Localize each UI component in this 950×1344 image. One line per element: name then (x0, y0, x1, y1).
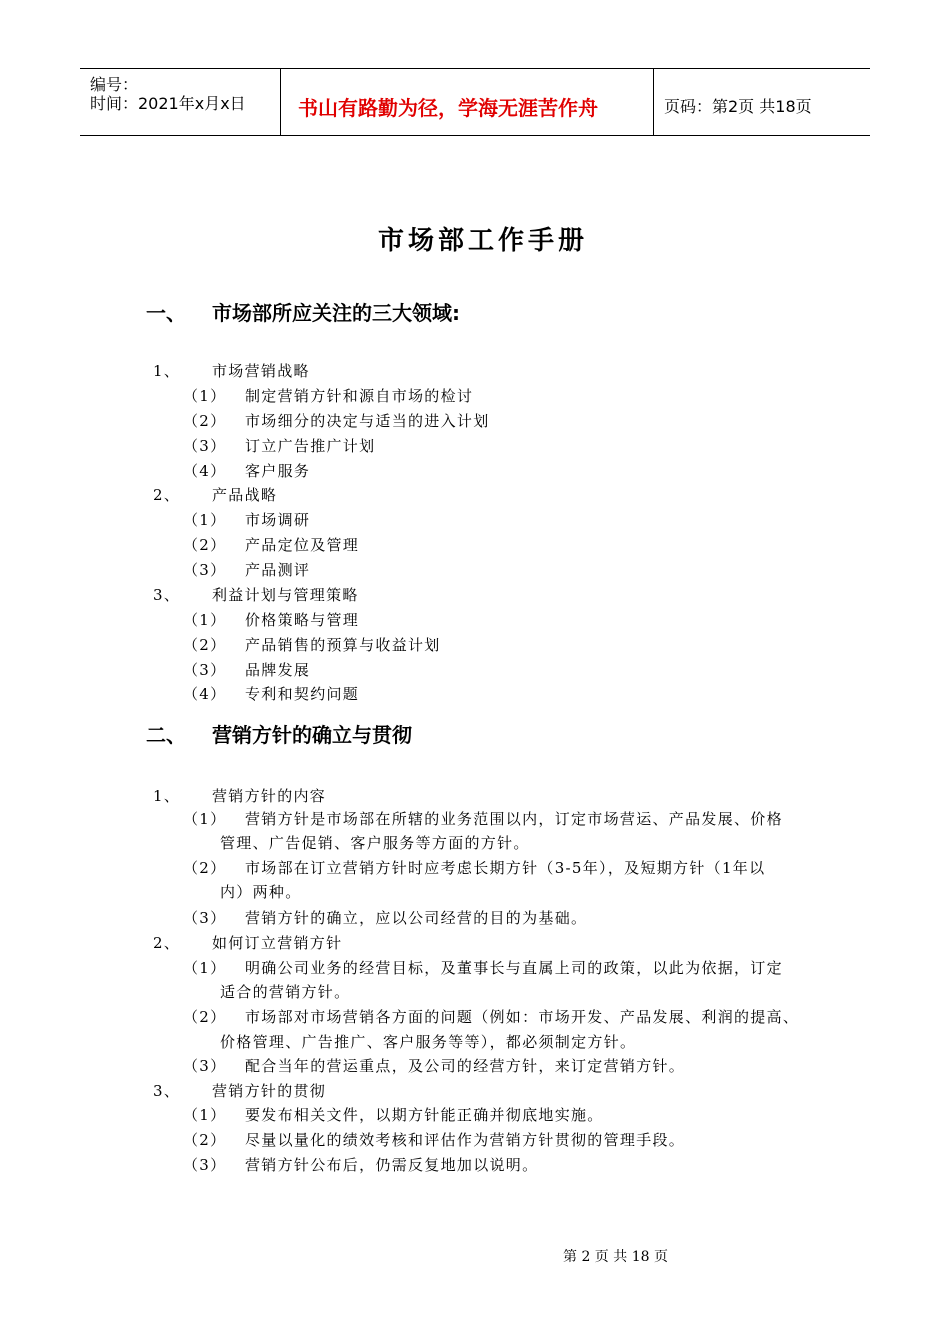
list-item-text: 如何订立营销方针 (212, 934, 343, 952)
list-item-text: 利益计划与管理策略 (212, 586, 359, 604)
list-item-number: （1） (183, 611, 227, 629)
list-item-number: 2、 (153, 934, 181, 952)
list-item-number: （1） (183, 810, 227, 828)
list-item-text: 市场部对市场营销各方面的问题（例如：市场开发、产品发展、利润的提高、 (245, 1008, 800, 1026)
list-item-text: 产品定位及管理 (245, 536, 360, 554)
list-item-number: （4） (183, 462, 227, 480)
list-item-continuation: 适合的营销方针。 (220, 983, 351, 1001)
list-item-number: （3） (183, 1156, 227, 1174)
document-title: 市场部工作手册 (378, 226, 589, 256)
document-number-label: 编号： (90, 75, 139, 94)
list-item-number: 1、 (153, 362, 181, 380)
list-item-text: 市场部在订立营销方针时应考虑长期方针（3-5年），及短期方针（1年以 (245, 859, 766, 877)
list-item-number: 3、 (153, 1082, 181, 1100)
section-1-title: 市场部所应关注的三大领域: (212, 301, 460, 325)
list-item-text: 营销方针的贯彻 (212, 1082, 327, 1100)
section-2-title: 营销方针的确立与贯彻 (212, 723, 412, 747)
list-item-number: （3） (183, 1057, 227, 1075)
document-date-label: 时间：2021年x月x日 (90, 94, 246, 113)
list-item-number: （1） (183, 387, 227, 405)
list-item-number: 1、 (153, 787, 181, 805)
list-item-text: 订立广告推广计划 (245, 437, 376, 455)
page-footer: 第 2 页 共 18 页 (563, 1249, 668, 1265)
list-item-continuation: 价格管理、广告推广、客户服务等等），都必须制定方针。 (220, 1033, 637, 1051)
list-item-number: （2） (183, 1008, 227, 1026)
list-item-text: 明确公司业务的经营目标，及董事长与直属上司的政策，以此为依据，订定 (245, 959, 783, 977)
section-2-number: 二、 (146, 723, 186, 747)
list-item-number: （2） (183, 412, 227, 430)
list-item-text: 配合当年的营运重点，及公司的经营方针，来订定营销方针。 (245, 1057, 686, 1075)
section-1-number: 一、 (146, 301, 186, 325)
header-divider-left (280, 68, 281, 136)
list-item-text: 市场营销战略 (212, 362, 310, 380)
list-item-text: 品牌发展 (245, 661, 311, 679)
list-item-text: 营销方针的内容 (212, 787, 327, 805)
list-item-number: 3、 (153, 586, 181, 604)
list-item-text: 尽量以量化的绩效考核和评估作为营销方针贯彻的管理手段。 (245, 1131, 686, 1149)
header-motto: 书山有路勤为径，学海无涯苦作舟 (298, 96, 598, 120)
list-item-text: 营销方针是市场部在所辖的业务范围以内，订定市场营运、产品发展、价格 (245, 810, 783, 828)
list-item-continuation: 内）两种。 (220, 883, 302, 901)
list-item-number: （2） (183, 1131, 227, 1149)
header-page-info: 页码：第2页 共18页 (664, 97, 812, 116)
list-item-number: （1） (183, 1106, 227, 1124)
list-item-number: （2） (183, 859, 227, 877)
list-item-continuation: 管理、广告促销、客户服务等方面的方针。 (220, 834, 530, 852)
list-item-text: 价格策略与管理 (245, 611, 360, 629)
list-item-text: 市场细分的决定与适当的进入计划 (245, 412, 490, 430)
list-item-text: 制定营销方针和源自市场的检讨 (245, 387, 474, 405)
list-item-text: 市场调研 (245, 511, 311, 529)
list-item-number: （1） (183, 511, 227, 529)
list-item-text: 营销方针公布后，仍需反复地加以说明。 (245, 1156, 539, 1174)
list-item-text: 要发布相关文件，以期方针能正确并彻底地实施。 (245, 1106, 604, 1124)
list-item-text: 客户服务 (245, 462, 311, 480)
header-divider-right (653, 68, 654, 136)
list-item-number: （4） (183, 685, 227, 703)
header-top-border (80, 68, 870, 69)
list-item-text: 产品销售的预算与收益计划 (245, 636, 441, 654)
list-item-number: （2） (183, 636, 227, 654)
list-item-text: 专利和契约问题 (245, 685, 360, 703)
list-item-number: （2） (183, 536, 227, 554)
list-item-number: （1） (183, 959, 227, 977)
list-item-number: （3） (183, 437, 227, 455)
list-item-number: 2、 (153, 486, 181, 504)
list-item-number: （3） (183, 561, 227, 579)
list-item-number: （3） (183, 909, 227, 927)
list-item-text: 产品测评 (245, 561, 311, 579)
list-item-text: 产品战略 (212, 486, 278, 504)
list-item-number: （3） (183, 661, 227, 679)
header-bottom-border (80, 135, 870, 136)
list-item-text: 营销方针的确立，应以公司经营的目的为基础。 (245, 909, 588, 927)
